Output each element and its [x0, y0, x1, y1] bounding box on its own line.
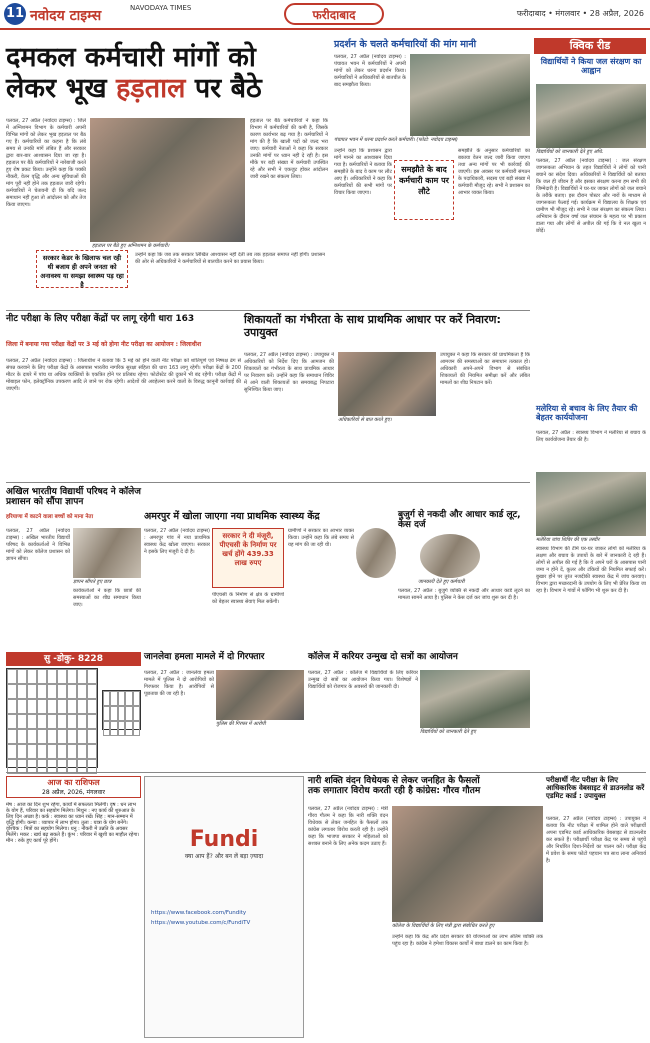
lead-headline-highlight: हड़ताल — [115, 73, 186, 105]
career-photo — [420, 670, 530, 728]
sudoku-answer-grid — [102, 690, 141, 730]
amarpur-headline: अमरपुर में खोला जाएगा नया प्राथमिक स्वास्थ्य केंद्र — [144, 511, 320, 522]
neet2-body: पलवल, 27 अप्रैल (नवोदय टाइम्स) : उपायुक्त ने बताया कि नीट परीक्षा में शामिल होने वाले परीक्षार्थी अपना एडमिट कार्ड आधिकारिक वेबसाइट से डाउनलोड कर सकते हैं। परीक्षार्थी परीक्षा केंद्र पर समय से पहुंचें और निर्धारित दिशा-निर्देशों का पालन करें। परीक्षा केंद्र में प्रवेश के समय फोटो पहचान पत्र साथ लाना अनिवार्य है। — [546, 816, 646, 864]
abvp-body: पलवल, 27 अप्रैल (नवोदय टाइम्स) : अखिल भारतीय विद्यार्थी परिषद के कार्यकर्ताओं ने विभिन्न मांगों को लेकर कॉलेज प्रशासन को ज्ञापन सौंपा। — [6, 528, 70, 562]
arrest-headline: जानलेवा हमला मामले में दो गिरफ्तार — [144, 652, 265, 662]
complaints-photo — [338, 352, 436, 416]
rashifal-box — [6, 776, 141, 798]
protest-pullquote: समझौते के बाद कर्मचारी काम पर लौटे — [394, 160, 454, 220]
page-header — [0, 0, 650, 30]
women-photo — [392, 806, 543, 922]
quickread-headline: विद्यार्थियों ने किया जल संरक्षण का आह्वान — [540, 57, 642, 76]
divider — [6, 772, 646, 773]
lead-body-col1: पलवल, 27 अप्रैल (नवोदय टाइम्स) : जिले में अग्निशमन विभाग के कर्मचारी अपनी विभिन्न मांगों को लेकर भूख हड़ताल पर बैठ गए हैं। कर्मचारियों का कहना है कि लंबे समय से उनकी मांगें लंबित हैं और सरकार द्वारा बार-बार आश्वासन दिया जा रहा है। हड़ताल पर बैठे कर्मचारियों ने नारेबाजी करते हुए रोष प्रकट किया। उन्होंने कहा कि पक्की नौकरी, वेतन वृद्धि और अन्य सुविधाओं की मांग पूरी नहीं होने तक हड़ताल जारी रहेगी। कर्मचारियों ने चेतावनी दी कि यदि जल्द समाधान नहीं हुआ तो आंदोलन को और तेज किया जाएगा। — [6, 118, 86, 208]
lead-headline-line2 — [6, 73, 328, 104]
rashifal-title: आज का राशिफल — [47, 778, 100, 787]
neet2-headline: परीक्षार्थी नीट परीक्षा के लिए आधिकारिक वेबसाइट से डाउनलोड करें एडमिट कार्ड : उपायुक्त — [546, 776, 645, 801]
arrest-photo-caption: पुलिस की गिरफ्त में आरोपी — [216, 721, 266, 727]
fraud-headline: बुजुर्ग से नकदी और आधार कार्ड लूट, केस दर्ज — [398, 510, 521, 531]
neet-subhead: जिला में बनाया गया परीक्षा केंद्रों पर 3 मई को होगा नीट परीक्षा का आयोजन : जिलाधीश — [6, 341, 202, 348]
malaria-photo — [536, 472, 646, 536]
lead-headline-part-a: लेकर भूख — [6, 73, 116, 105]
abvp-photo — [73, 528, 141, 578]
ad-brand: Fundi — [189, 827, 259, 852]
complaints-body-col3: उपायुक्त ने कहा कि सरकार की प्राथमिकता है कि आमजन की समस्याओं का समाधान तत्काल हो। अधिकारी अपने-अपने विभाग से संबंधित शिकायतों की नियमित समीक्षा करें और लंबित मामलों का शीघ्र निपटान करें। — [440, 352, 530, 386]
women-photo-caption: कॉलेज के विद्यार्थियों के लिए मंत्री द्वारा संबोधित करते हुए — [392, 923, 495, 929]
lead-photo-caption: हड़ताल पर बैठे हुए अग्निशमन के कर्मचारी। — [92, 243, 170, 249]
abvp-subhead: हरियाणा में काटने वाला बच्चों को माना नेता — [6, 514, 93, 520]
rashifal-entries: मेष : आज का दिन शुभ रहेगा, कार्यों में सफलता मिलेगी। वृष : धन लाभ के योग हैं, परिवार का सहयोग मिलेगा। मिथुन : नए कार्य की शुरुआत के लिए दिन अच्छा है। कर्क : स्वास्थ्य का ध्यान रखें। सिंह : मान-सम्मान में वृद्धि होगी। कन्या : व्यापार में लाभ होगा। तुला : यात्रा के योग बनेंगे। वृश्चिक : मित्रों का सहयोग मिलेगा। धनु : नौकरी में उन्नति के अवसर मिलेंगे। मकर : खर्च बढ़ सकते हैं। कुंभ : परिवार में खुशी का माहौल रहेगा। मीन : रुके हुए कार्य पूरे होंगे। — [6, 802, 140, 844]
complaints-headline: शिकायतों का गंभीरता के साथ प्राथमिक आधार पर करें निवारण: उपायुक्त — [244, 313, 501, 339]
lead-pullquote: सरकार केडर के खिलाफ चल रही थी बजाय ही अपने जनता को अनावश्य या समझा स्वास्थ्य पड़ रहा है — [36, 250, 128, 288]
masthead-logo: नवोदय टाइम्स — [30, 8, 102, 24]
amarpur-body-col2: पीएचसी के निर्माण से क्षेत्र के ग्रामीणों को बेहतर स्वास्थ्य सेवाएं मिल सकेंगी। — [212, 592, 284, 605]
neet-body: पलवल, 27 अप्रैल (नवोदय टाइम्स) : जिलाधीश ने बताया कि 3 मई को होने वाली नीट परीक्षा को शांतिपूर्ण एवं निष्पक्ष ढंग से संपन्न करवाने के लिए परीक्षा केंद्रों के आसपास भारतीय नागरिक सुरक्षा संहिता की धारा 163 लागू रहेगी। परीक्षा केंद्रों के 200 मीटर के दायरे में पांच या अधिक व्यक्तियों के एकत्रित होने पर प्रतिबंध रहेगा। फोटोस्टेट की दुकानें भी बंद रहेंगी। परीक्षा केंद्रों में मोबाइल फोन, इलेक्ट्रॉनिक उपकरण आदि ले जाने पर रोक रहेगी। आदेशों की अवहेलना करने वालों के विरुद्ध कानूनी कार्रवाई की जाएगी। — [6, 358, 241, 392]
quickread-photo-caption: विद्यार्थियों को जानकारी देते हुए अधि. — [536, 149, 604, 155]
amarpur-body-col1: पलवल, 27 अप्रैल (नवोदय टाइम्स) : अमरपुर गांव में नया प्राथमिक स्वास्थ्य केंद्र खोला जाएगा। सरकार ने इसके लिए मंजूरी दे दी है। — [144, 528, 210, 555]
date-line: फरीदाबाद • मंगलवार • 28 अप्रैल, 2026 — [516, 9, 644, 18]
protest-photo-caption: पंचायत भवन में धरना प्रदर्शन करते कर्मचारी। (फोटो: नवोदय टाइम्स) — [334, 137, 458, 143]
arrest-body: पलवल, 27 अप्रैल : जानलेवा हमला मामले में पुलिस ने दो आरोपियों को गिरफ्तार किया है। आरोपियों से पूछताछ की जा रही है। — [144, 670, 214, 697]
advertisement[interactable] — [144, 776, 304, 1038]
career-body: पलवल, 27 अप्रैल : कॉलेज में विद्यार्थियों के लिए करियर उन्मुख दो सत्रों का आयोजन किया गया। विशेषज्ञों ने विद्यार्थियों को रोजगार के अवसरों की जानकारी दी। — [308, 670, 418, 690]
fraud-photo-caption: जानकारी देते हुए कर्मचारी — [418, 579, 465, 585]
protest-body-col1: उन्होंने कहा कि प्रशासन द्वारा मांगें मानने का आश्वासन दिया गया है। कर्मचारियों ने बताया कि समझौते के बाद वे काम पर लौट आए हैं। अधिकारियों ने कहा कि कर्मचारियों की सभी मांगों पर विचार किया जाएगा। — [334, 148, 392, 196]
complaints-photo-caption: अधिकारियों से बात करते हुए। — [338, 417, 392, 423]
women-headline-line2: तक लगातार विरोध करती रही है कांग्रेस: गौरव गौतम — [308, 786, 481, 797]
lead-headline-line1: दमकल कर्मचारी मांगों को — [6, 42, 256, 73]
fraud-portrait — [420, 534, 480, 578]
complaints-body-col1: पलवल, 27 अप्रैल (नवोदय टाइम्स) : उपायुक्त ने अधिकारियों को निर्देश दिए कि आमजन की शिकायतों का गंभीरता के साथ प्राथमिक आधार पर निवारण करें। उन्होंने कहा कि समाधान शिविर में आने वाली शिकायतों का समयबद्ध निपटारा सुनिश्चित किया जाए। — [244, 352, 334, 393]
malaria-headline: मलेरिया से बचाव के लिए तैयार की बेहतर कार्ययोजना — [536, 404, 638, 423]
sudoku-label: सु -डोकु- 8228 — [6, 652, 141, 666]
divider — [6, 310, 530, 311]
lead-headline — [6, 42, 328, 104]
sudoku-grid — [6, 668, 98, 768]
page-number: 11 — [4, 3, 26, 25]
city-label: फरीदाबाद — [284, 3, 384, 25]
career-photo-caption: विद्यार्थियों को जानकारी देते हुए — [420, 729, 476, 735]
abvp-body-col2: कार्यकर्ताओं ने कहा कि छात्रों की समस्याओं का शीघ्र समाधान किया जाए। — [73, 588, 141, 608]
fraud-body: पलवल, 27 अप्रैल : बुजुर्ग व्यक्ति से नकदी और आधार कार्ड लूटने का मामला सामने आया है। पुलिस ने केस दर्ज कर जांच शुरू कर दी है। — [398, 588, 530, 601]
ad-tagline: क्या आप हैं? और बन लें बड़ा ज़्यादा — [184, 853, 264, 860]
lead-body-bottom: उन्होंने कहा कि जब तक सरकार लिखित आश्वासन नहीं देती तब तक हड़ताल समाप्त नहीं होगी। प्रशासन की ओर से अधिकारियों ने कर्मचारियों से बातचीत करने का प्रयास किया। — [135, 252, 325, 265]
quickread-photo — [536, 84, 646, 148]
lead-photo — [90, 118, 245, 242]
neet-headline: नीट परीक्षा के लिए परीक्षा केंद्रों पर लागू रहेगी धारा 163 — [6, 314, 195, 324]
ad-youtube-link[interactable]: https://www.youtube.com/c/FundiTV — [151, 920, 251, 926]
women-headline-line1: नारी शक्ति वंदन विधेयक से लेकर जनहित के फैसलों — [308, 776, 480, 786]
women-body-col1: पलवल, 27 अप्रैल (नवोदय टाइम्स) : मंत्री गौरव गौतम ने कहा कि नारी शक्ति वंदन विधेयक से लेकर जनहित के फैसलों तक कांग्रेस लगातार विरोध करती रही है। उन्होंने कहा कि भाजपा सरकार ने महिलाओं को सशक्त बनाने के लिए अनेक कदम उठाए हैं। — [308, 806, 388, 847]
malaria-photo-caption: मलेरिया जांच शिविर की एक तस्वीर — [536, 537, 600, 543]
protest-body-intro: पलवल, 27 अप्रैल (नवोदय टाइम्स) : पंचायत भवन में कर्मचारियों ने अपनी मांगों को लेकर धरना प्रदर्शन किया। कर्मचारियों ने अधिकारियों से बातचीत के बाद समझौता किया। — [334, 54, 406, 88]
quickread-label: क्विक रीड — [534, 38, 646, 54]
protest-headline: प्रदर्शन के चलते कर्मचारियों की मांग मानी — [334, 39, 477, 50]
amarpur-body-col3: ग्रामीणों ने सरकार का आभार व्यक्त किया। उन्होंने कहा कि लंबे समय से यह मांग की जा रही थी। — [288, 528, 354, 548]
rashifal-date: 28 अप्रैल, 2026, मंगलवार — [42, 789, 105, 796]
divider — [6, 482, 530, 483]
malaria-body-more: स्वास्थ्य विभाग की टीमें घर-घर जाकर लोगों को मलेरिया के लक्षण और बचाव के उपायों के बारे में जानकारी दे रही हैं। लोगों से अपील की गई है कि वे अपने घरों के आसपास पानी जमा न होने दें, कूलर और टंकियों की नियमित सफाई करें। बुखार होने पर तुरंत नजदीकी स्वास्थ्य केंद्र में जांच करवाएं। विभाग द्वारा मच्छरदानी के उपयोग के लिए भी प्रेरित किया जा रहा है। विभाग ने गांवों में फॉगिंग भी शुरू कर दी है। — [536, 546, 646, 594]
amarpur-portrait — [356, 528, 396, 578]
career-headline: कॉलेज में करियर उन्मुख दो सत्रों का आयोजन — [308, 652, 458, 662]
amarpur-highlight-box: सरकार ने दी मंजूरी, पीएचसी के निर्माण पर खर्च होंगे 439.33 लाख रुपए — [212, 528, 284, 588]
protest-photo — [410, 54, 530, 136]
protest-body-col2: समझौते के अनुसार कर्मचारियों का बकाया वेतन जल्द जारी किया जाएगा तथा अन्य मांगों पर भी कार्रवाई की जाएगी। इस अवसर पर कर्मचारी संगठन के पदाधिकारी, सदस्य एवं बड़ी संख्या में कर्मचारी मौजूद रहे। सभी ने प्रशासन का आभार व्यक्त किया। — [458, 148, 530, 196]
ad-facebook-link[interactable]: https://www.facebook.com/Fundity — [151, 910, 247, 916]
edition-label: NAVODAYA TIMES — [130, 4, 192, 12]
women-headline — [308, 776, 543, 797]
malaria-body: पलवल, 27 अप्रैल : स्वास्थ्य विभाग ने मलेरिया से बचाव के लिए कार्ययोजना तैयार की है। — [536, 430, 646, 443]
lead-body-col3: हड़ताल पर बैठे कर्मचारियों ने कहा कि विभाग में कर्मचारियों की कमी है, जिसके कारण कार्यभार बढ़ गया है। कर्मचारियों ने मांग की है कि खाली पदों को जल्द भरा जाए। कर्मचारी नेताओं ने कहा कि सरकार उनकी मांगों पर ध्यान नहीं दे रही है। इस मौके पर बड़ी संख्या में कर्मचारी उपस्थित रहे और सभी ने एकजुट होकर आंदोलन जारी रखने का संकल्प लिया। — [250, 118, 328, 180]
arrest-photo — [216, 670, 304, 720]
quickread-body: पलवल, 27 अप्रैल (नवोदय टाइम्स) : जल संरक्षण जागरूकता अभियान के तहत विद्यार्थियों ने लोगों को पानी बचाने का संदेश दिया। अधिकारियों ने विद्यार्थियों को बताया कि जल ही जीवन है और इसका संरक्षण करना हम सभी की जिम्मेदारी है। विद्यार्थियों ने घर-घर जाकर लोगों को जल बचाने के तरीके बताए। इस दौरान पोस्टर और नारों के माध्यम से जागरूकता फैलाई गई। कार्यक्रम में विद्यालय के शिक्षक एवं ग्रामीण भी मौजूद रहे। सभी ने जल संरक्षण का संकल्प लिया। अभियान के दौरान वर्षा जल संचयन के महत्व पर भी प्रकाश डाला गया और लोगों से अपील की गई कि वे नल खुला न छोड़ें। — [536, 158, 646, 234]
abvp-photo-caption: ज्ञापन सौंपते हुए छात्र — [73, 579, 112, 585]
women-body-col2: उन्होंने कहा कि केंद्र और प्रदेश सरकार की योजनाओं का लाभ अंतिम व्यक्ति तक पहुंच रहा है। कांग्रेस ने हमेशा विकास कार्यों में बाधा डालने का काम किया है। — [392, 934, 543, 947]
lead-headline-part-c: पर बैठे — [185, 73, 262, 105]
abvp-headline: अखिल भारतीय विद्यार्थी परिषद ने कॉलेज प्रशासन को सौंपा ज्ञापन — [6, 487, 141, 508]
